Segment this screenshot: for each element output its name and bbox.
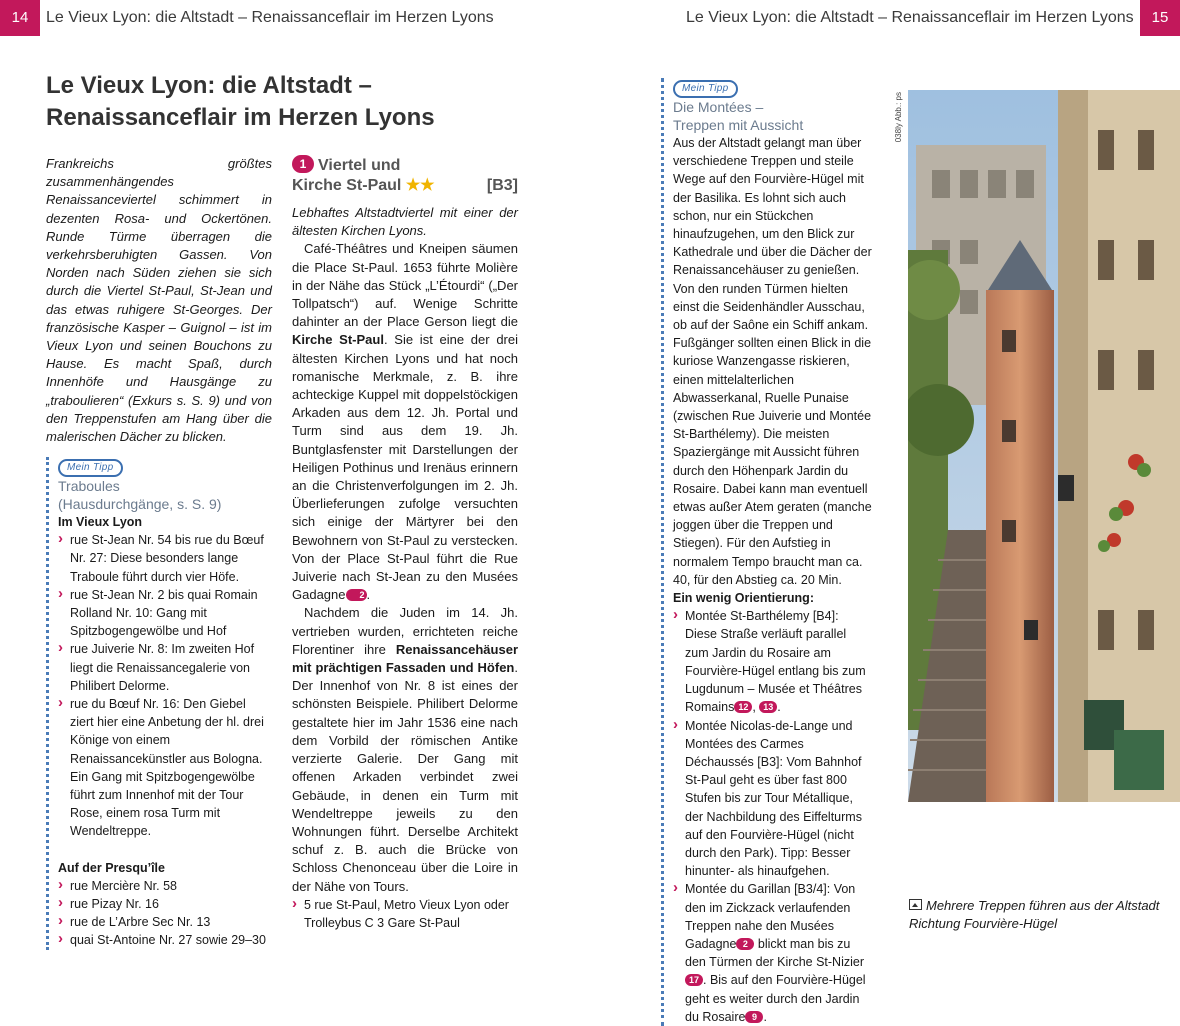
title-line-2: Renaissanceflair im Herzen Lyons [46,104,435,131]
page-number-left: 14 [0,0,40,36]
paragraph-text: . Der Innenhof von Nr. 8 ist eines der schönsten Beispiele. Philibert Delorme gestaltete hier im Jahr 1536 eine nach dem Vorbild der römischen Antike verzierte Galerie. Der Gang mit offenen Arkaden verbindet zwei Gebäude, in denen ein Turm mit Wendeltreppe jeweils zu den Wohnungen führt. Derselbe Architekt schuf z. B. auch die Brücke von Schloss Chenonceau über die Loire in der Nähe von Tours. [292,660,518,894]
map-pin-badge: 2 [346,589,367,601]
photo-stairs-old-town [908,90,1180,802]
item-text: . Bis auf den Fourvière-Hügel geht es weiter durch den Jardin du Rosaire [685,973,866,1024]
list-item: › rue de L’Arbre Sec Nr. 13 [58,913,272,931]
paragraph-text: Café-Théâtres und Kneipen säumen die Place St-Paul. 1653 führte Molière in der Nähe das Stück „L’Étourdi“ („Der Tollpatsch“) auf. Wenige Schritte dahinter an der Place Gerson liegt die [292,241,518,330]
running-head-left: Le Vieux Lyon: die Altstadt – Renaissanceflair im Herzen Lyons [46,9,494,26]
map-pin-badge: 9 [745,1011,763,1023]
tip-box-traboules [46,457,272,950]
tip-subheading-orientation: Ein wenig Orientierung: [673,591,814,606]
item-text: Montée St-Barthélemy [B4]: Diese Straße verläuft parallel zum Jardin du Rosaire am Fourvière-Hügel entlang bis zum Lugdunum – Musée et Théâtres Romains [685,609,866,715]
tip-subheading-vieux-lyon: Im Vieux Lyon [58,515,143,529]
paragraph-text: . Sie ist eine der drei ältesten Kirchen Lyons und hat noch romanische Merkmale, z. B. ihre achteckige Kuppel mit doppelstöckigen Arkaden aus dem 12. Jh. Portal und Turm sind aus dem 19. Jh. Buntglasfenster mit Darstellungen der Heiligen Pothinus und Irenäus erinnern an die Christenverfolgungen im 2. Jh. Überlieferungen zufolge versuchten sich einige der Märtyrer bei den Bewohnern von St-Paul zu verstecken. Von der Place St-Paul führt die Rue Juiverie nach St-Jean zu den Musées Gadagne [292,332,518,603]
section-number-badge: 1 [292,155,314,173]
traboules-list-vieux-lyon [58,531,272,840]
traboules-list-presquile [58,877,272,950]
paragraph-2 [292,604,518,895]
tip-title-line-2: Treppen mit Aussicht [673,117,804,133]
bold-term: Renaissancehäuser mit prächtigen Fassaden und Höfen [292,641,518,676]
orientation-list [673,607,873,1026]
photo-icon [909,899,922,910]
map-pin-badge: 12 [734,701,752,713]
title-line-1: Le Vieux Lyon: die Altstadt – [46,72,372,99]
rating-stars: ★★ [405,177,435,194]
list-item: › rue St-Jean Nr. 54 bis rue du Bœuf Nr. 27: Diese besonders lange Traboule führt durch vier Höfe. [58,531,272,586]
bold-term: Kirche St-Paul [292,332,384,348]
photo-illustration [908,90,1180,802]
item-text: . [763,1009,767,1024]
page-title [46,70,606,134]
photo-credit: 038ly Abb.: ps [894,92,903,143]
map-pin-badge: 17 [685,974,703,986]
map-pin-badge: 2 [736,938,754,950]
list-item: › rue Juiverie Nr. 8: Im zweiten Hof liegt die Renaissancegalerie von Philibert Delorme. [58,640,272,695]
section-st-paul [292,155,518,932]
list-item: › rue St-Jean Nr. 2 bis quai Romain Rolland Nr. 10: Gang mit Spitzbogengewölbe und Hof [58,586,272,641]
item-text: Montée Nicolas-de-Lange und Montées des Carmes Déchaussés [B3]: Vom Bahnhof St-Paul geht es über fast 800 Stufen bis zur Tour Métallique, der Nachbildung des Eiffelturms auf den Fourvière-Hügel (nicht durch den Park). Tipp: Besser hinunter- als hinaufgehen. [685,718,862,879]
item-text: blickt man bis zu den Türmen der Kirche St-Nizier [685,936,865,970]
list-item: › quai St-Antoine Nr. 27 sowie 29–30 [58,931,272,949]
tip-title-line-2: (Hausdurchgänge, s. S. 9) [58,496,222,512]
section-heading [292,155,518,196]
list-item: › rue Mercière Nr. 58 [58,877,272,895]
mein-tipp-logo: Mein Tipp [58,459,123,477]
tip-body: Aus der Altstadt gelangt man über verschiedene Treppen und steile Wege auf den Fourvière-Hügel mit der Basilika. Es lohnt sich auch schon, nur ein Stückchen hinaufzugehen, um den Blick zur Kathedrale und über die Dächer der Renaissancehäuser zu genießen. Von den runden Türmen hielten einst die Seidenhändler Ausschau, ob auf der Saône ein Schiff ankam. Fußgänger sollten einen Blick in die kuriose Wanzengasse riskieren, einen mittelalterlichen Abwasserkanal, Ruelle Punaise (zwischen Rue Juiverie und Montée St-Barthélemy). Die meisten Spaziergänge mit Aussicht führen durch den Höhenpark Jardin du Rosaire. Dabei kann man eventuell etwas außer Atem geraten (manche joggen über die Treppen und Stiegen). Für den Aufstieg in normalem Tempo braucht man ca. 40, für den Abstieg ca. 20 Min. [673,136,872,587]
list-item [673,880,873,1026]
paragraph-text: Nachdem die Juden im 14. Jh. vertrieben wurden, errichteten reiche Florentiner ihre [292,605,518,657]
paragraph-1 [292,240,518,604]
running-head-right: Le Vieux Lyon: die Altstadt – Renaissanceflair im Herzen Lyons [686,9,1134,26]
intro-text: Frankreichs größtes zusammenhängendes Renaissanceviertel schimmert in dezenten Rosa- und Ockertönen. Runde Türme überragen die verkehrsberuhigten Gassen. Von Norden nach Süden ziehen sie sich durch die Viertel St-Paul, St-Jean und das etwas ruhigere St-Georges. Der französische Kasper – Guignol – ist im Vieux Lyon und seinen Bouchons zu Hause. Es macht Spaß, durch Innenhöfe und Hausgänge zu „traboulieren“ (Exkurs s. S. 9) und von den Treppenstufen am Hang über die malerischen Dächer zu blicken. [46,156,272,445]
mein-tipp-logo: Mein Tipp [673,80,738,98]
grid-reference: [B3] [486,177,518,194]
list-item: › rue du Bœuf Nr. 16: Den Giebel ziert hier eine Anbetung der hl. drei Könige von einem Renaissancekünstler aus Bologna. Ein Gang mit Spitzbogengewölbe führt zum Innenhof mit der Tour Rose, einem rosa Turm mit Wendeltreppe. [58,695,272,841]
page-number-right: 15 [1140,0,1180,36]
photo-caption [909,897,1169,933]
caption-text: Mehrere Treppen führen aus der Altstadt Richtung Fourvière-Hügel [909,898,1160,931]
paragraph-text: . [366,587,371,603]
map-pin-badge: 13 [759,701,777,713]
tip-subheading-presquile: Auf der Presqu’île [58,860,165,875]
tip-box-montees [661,78,873,1026]
section-lead: Lebhaftes Altstadtviertel mit einer der ältesten Kirchen Lyons. [292,205,518,239]
list-item: › rue Pizay Nr. 16 [58,895,272,913]
item-text: . [777,700,781,715]
tip-title-line-1: Die Montées – [673,99,764,115]
tip-title-line-1: Traboules [58,478,120,494]
list-item [673,717,873,881]
section-title-line-1: Viertel und [318,157,401,174]
info-item: › 5 rue St-Paul, Metro Vieux Lyon oder Trolleybus C 3 Gare St-Paul [292,896,518,932]
info-list [292,896,518,932]
section-title-line-2: Kirche St-Paul [292,177,402,194]
item-text: Montée du Garillan [B3/4]: Von den im Zickzack verlaufenden Treppen nahe den Musées Gadagne [685,882,856,951]
list-item: › Montée St-Barthélemy [B4]: Diese Straße verläuft parallel zum Jardin du Rosaire am Fourvière-Hügel entlang bis zum Lugdunum – Musée et Théâtres Romains 12 , 13 . [673,607,873,716]
